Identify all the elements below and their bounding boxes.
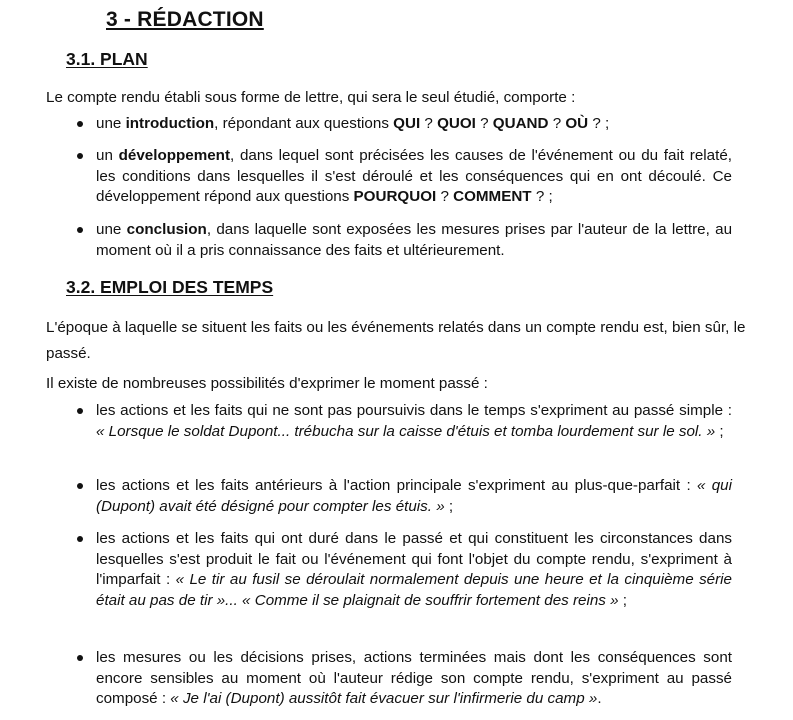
list-item [96, 476, 732, 517]
temps-item-passe-simple: les actions et les faits qui ne sont pas poursuivis dans le temps s'expriment au passé simple : « Lorsque le soldat Dupont... trébucha sur la caisse d'étuis et tomba lourdement sur le sol. » ; [96, 402, 732, 440]
temps-para-1: L'époque à laquelle se situent les faits ou les événements relatés dans un compte rendu est, bien sûr, le passé. [46, 319, 746, 362]
list-item [96, 146, 732, 208]
plan-intro: Le compte rendu établi sous forme de lettre, qui sera le seul étudié, comporte : [46, 89, 576, 106]
temps-item-plus-que-parfait: les actions et les faits antérieurs à l'action principale s'expriment au plus-que-parfait : « qui (Dupont) avait été désigné pour compter les étuis. » ; [96, 477, 732, 515]
list-item [96, 114, 732, 135]
list-item [96, 529, 732, 611]
temps-para-2: Il existe de nombreuses possibilités d'exprimer le moment passé : [46, 375, 488, 392]
plan-item-introduction: une introduction, répondant aux questions QUI ? QUOI ? QUAND ? OÙ ? ; [96, 115, 610, 132]
plan-item-conclusion: une conclusion, dans laquelle sont exposées les mesures prises par l'auteur de la lettre, au moment où il a pris connaissance des faits et ultérieurement. [96, 221, 733, 259]
list-item [96, 648, 732, 710]
temps-heading: 3.2. EMPLOI DES TEMPS [66, 277, 274, 297]
section-title: 3 - RÉDACTION [106, 8, 264, 31]
temps-item-passe-compose: les mesures ou les décisions prises, actions terminées mais dont les conséquences sont encore sensibles au moment où l'auteur rédige son compte rendu, s'expriment au passé composé : « Je l'ai (Dupont) aussitôt fait évacuer sur l'infirmerie du camp ». [96, 649, 732, 707]
plan-item-developpement: un développement, dans lequel sont précisées les causes de l'événement ou du fait relaté, les conditions dans lesquelles il s'est déroulé et les conséquences qui en ont découlé. Ce développement répond aux questions POURQUOI ? COMMENT ? ; [96, 147, 732, 205]
temps-item-imparfait: les actions et les faits qui ont duré dans le passé et qui constituent les circonstances dans lesquelles s'est produit le fait ou l'événement qui font l'objet du compte rendu, s'expriment à l'imparfait : « Le tir au fusil se déroulait normalement depuis une heure et la cinquième série était au pas de tir »... « Comme il se plaignait de souffrir fortement des reins » ; [96, 530, 733, 609]
list-item [96, 220, 732, 261]
plan-heading: 3.1. PLAN [66, 49, 148, 69]
list-item [96, 401, 732, 442]
